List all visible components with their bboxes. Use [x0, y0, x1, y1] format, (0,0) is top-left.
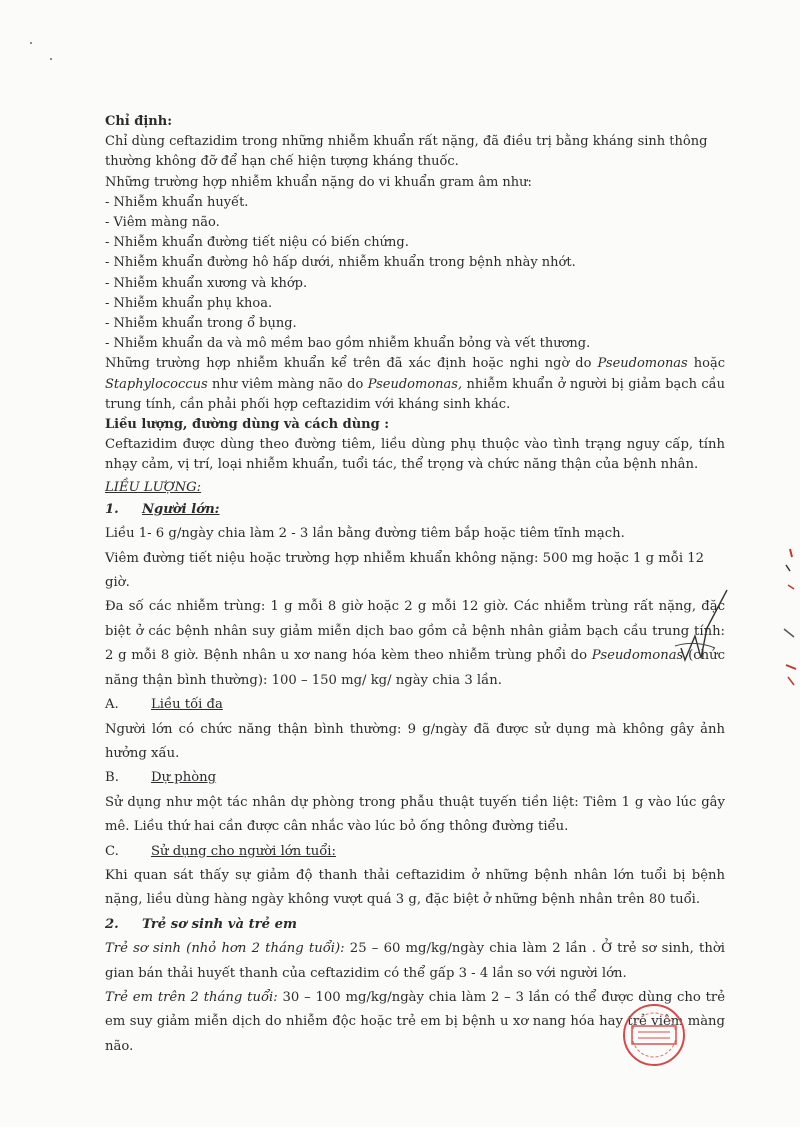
indication-section — [105, 112, 725, 435]
prophylaxis-heading: B. Dự phòng — [105, 770, 217, 786]
indication-item: - Nhiễm khuẩn đường tiết niệu có biến chứng. — [105, 235, 409, 251]
indication-item: - Nhiễm khuẩn xương và khớp. — [105, 275, 308, 291]
elderly-text: Khi quan sát thấy sự giảm độ thanh thải ceftazidim ở những bệnh nhân lớn tuổi bị bệnh nặng, liều dùng hàng ngày không vượt quá 3 g, đặc biệt ở những bệnh nhân trên 80 tuổi. — [105, 867, 725, 908]
elderly-heading: C. Sử dụng cho người lớn tuổi: — [105, 843, 336, 859]
adult-dose-range: Liều 1- 6 g/ngày chia làm 2 - 3 lần bằng đường tiêm bắp hoặc tiêm tĩnh mạch. — [105, 526, 625, 542]
neonate-dose: Trẻ sơ sinh (nhỏ hơn 2 tháng tuổi): 25 – 60 mg/kg/ngày chia làm 2 lần . Ở trẻ sơ sinh, thời gian bán thải huyết thanh của ceftazidim có thể gấp 3 - 4 lần so với người lớn. — [105, 941, 725, 981]
prophylaxis-text: Sử dụng như một tác nhân dự phòng trong phẫu thuật tuyến tiền liệt: Tiêm 1 g vào lúc gây mê. Liều thứ hai cần được cân nhắc vào lúc bỏ ống thông đường tiểu. — [105, 794, 725, 835]
scan-speck — [30, 42, 32, 44]
red-seal-stamp — [612, 1000, 696, 1070]
indication-intro: Chỉ dùng ceftazidim trong những nhiễm khuẩn rất nặng, đã điều trị bằng kháng sinh thông thường không đỡ để hạn chế hiện tượng kháng thuốc. — [105, 134, 708, 170]
indication-item: - Nhiễm khuẩn đường hô hấp dưới, nhiễm khuẩn trong bệnh nhày nhớt. — [105, 255, 576, 271]
child-dose: Trẻ em trên 2 tháng tuổi: 30 – 100 mg/kg/ngày chia làm 2 – 3 lần có thể được dùng cho trẻ em suy giảm miễn dịch do nhiễm độc hoặc trẻ em bị bệnh u xơ nang hóa hay trẻ viêm màng não. — [105, 989, 725, 1054]
max-dose-text: Người lớn có chức năng thận bình thường: 9 g/ngày đã được sử dụng mà không gây ảnh hưởng xấu. — [105, 721, 725, 761]
adult-heading: 1. Người lớn: — [105, 501, 220, 517]
children-heading: 2. Trẻ sơ sinh và trẻ em — [105, 916, 297, 932]
adult-severe-dose: Đa số các nhiễm trùng: 1 g mỗi 8 giờ hoặc 2 g mỗi 12 giờ. Các nhiễm trùng rất nặng, đặc biệt ở các bệnh nhân suy giảm miễn dịch bao gồm cả bệnh nhân giảm bạch cầu trung tính: 2 g mỗi 8 giờ. Bệnh nhân u xơ nang hóa kèm theo nhiễm trùng phổi do Pseudomonas (chức năng thận bình thường): 100 – 150 mg/ kg/ ngày chia 3 lần. — [105, 599, 725, 688]
max-dose-heading: A. Liều tối đa — [105, 697, 223, 713]
indication-heading: Chỉ định: — [105, 114, 172, 129]
gram-negative-intro: Những trường hợp nhiễm khuẩn nặng do vi khuẩn gram âm như: — [105, 174, 532, 190]
adult-uti-dose: Viêm đường tiết niệu hoặc trường hợp nhiễm khuẩn không nặng: 500 mg hoặc 1 g mỗi 12 giờ. — [105, 550, 705, 591]
dosage-subheading: LIỀU LƯỢNG: — [105, 479, 202, 495]
pseudomonas-paragraph: Những trường hợp nhiễm khuẩn kể trên đã xác định hoặc nghi ngờ do Pseudomonas hoặc Staphylococcus như viêm màng não do Pseudomonas, nhiễm khuẩn ở người bị giảm bạch cầu trung tính, cần phải phối hợp ceftazidim với kháng sinh khác. — [105, 356, 725, 412]
indication-item: - Nhiễm khuẩn huyết. — [105, 194, 249, 210]
page-edge-marks — [760, 545, 800, 695]
indication-item: - Nhiễm khuẩn trong ổ bụng. — [105, 316, 297, 332]
dosage-intro: Ceftazidim được dùng theo đường tiêm, liều dùng phụ thuộc vào tình trạng nguy cấp, tính nhạy cảm, vị trí, loại nhiễm khuẩn, tuổi tác, thể trọng và chức năng thận của bệnh nhân. — [105, 437, 725, 473]
dosage-heading: Liều lượng, đường dùng và cách dùng : — [105, 417, 390, 433]
indication-item: - Nhiễm khuẩn phụ khoa. — [105, 295, 273, 311]
dosage-section — [105, 435, 725, 1059]
indication-item: - Nhiễm khuẩn da và mô mềm bao gồm nhiễm khuẩn bỏng và vết thương. — [105, 336, 591, 352]
indication-item: - Viêm màng não. — [105, 215, 220, 231]
scan-speck — [50, 58, 52, 60]
document-body — [105, 112, 725, 1059]
signature-mark — [655, 588, 735, 678]
